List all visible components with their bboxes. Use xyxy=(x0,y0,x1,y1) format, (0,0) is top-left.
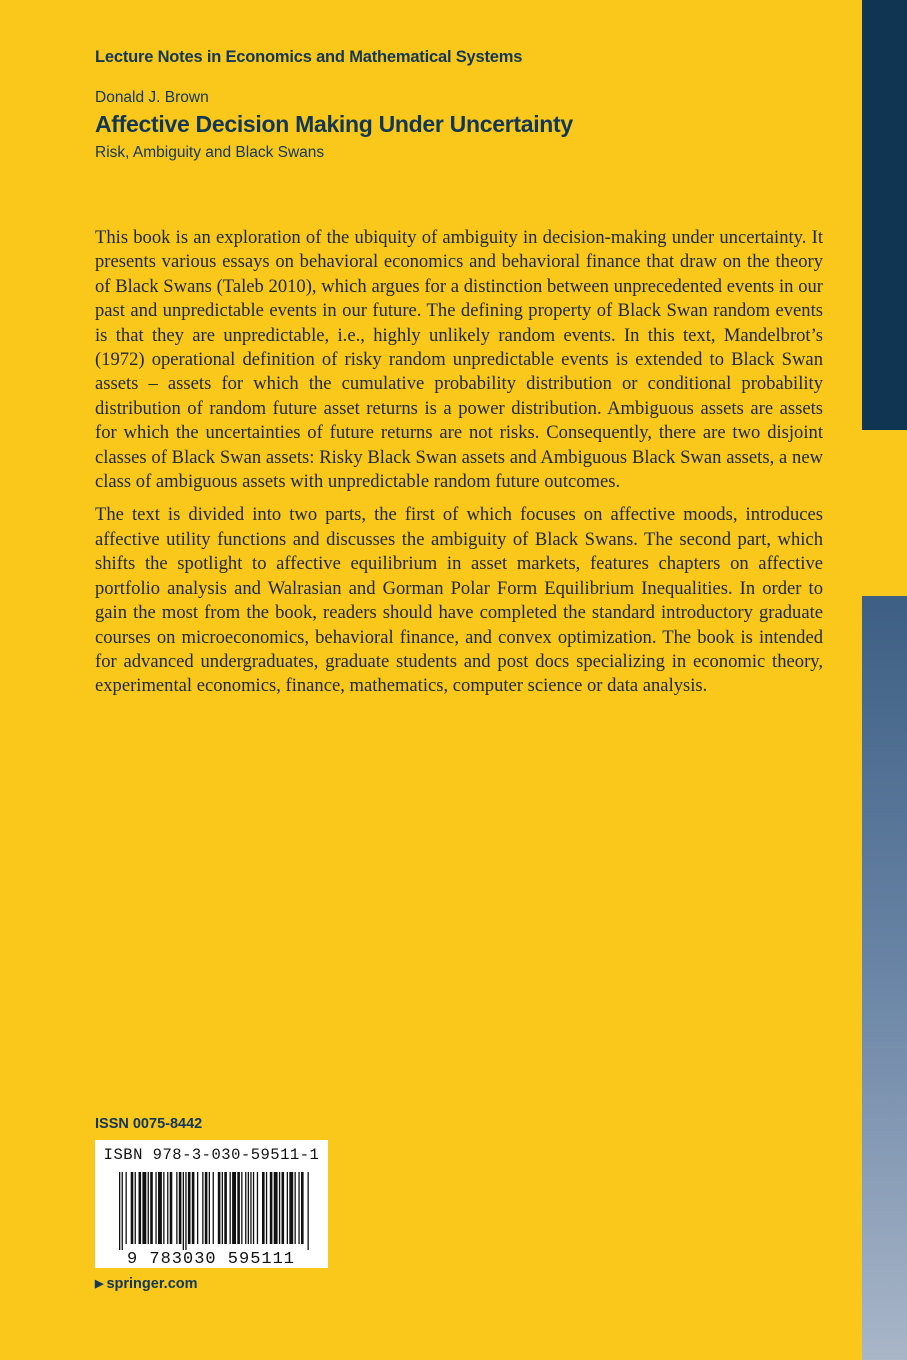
barcode-icon xyxy=(95,1140,328,1268)
barcode-bar xyxy=(176,1172,177,1244)
barcode-bar xyxy=(167,1172,168,1244)
barcode-bar xyxy=(270,1172,273,1244)
barcode-bar xyxy=(262,1172,265,1244)
barcode-bar xyxy=(183,1172,184,1250)
book-title: Affective Decision Making Under Uncertainty xyxy=(95,111,573,137)
barcode-bar xyxy=(218,1172,221,1244)
barcode-bar xyxy=(241,1172,242,1244)
barcode-bar xyxy=(248,1172,249,1244)
barcode-bar xyxy=(301,1172,304,1244)
website-text: springer.com xyxy=(106,1276,198,1292)
barcode-bar xyxy=(245,1172,246,1244)
barcode-bar xyxy=(122,1172,123,1250)
barcode-bar xyxy=(135,1172,136,1244)
barcode-bar xyxy=(282,1172,285,1244)
cover-header xyxy=(95,48,835,162)
blurb-text xyxy=(95,226,823,708)
barcode-bar xyxy=(188,1172,191,1244)
barcode-bar xyxy=(224,1172,227,1244)
website-link[interactable] xyxy=(95,1276,198,1292)
barcode-bar xyxy=(148,1172,149,1244)
barcode-digits: 9 783030 595111 xyxy=(126,1250,296,1268)
barcode-bar xyxy=(209,1172,210,1244)
barcode-bar xyxy=(202,1172,203,1244)
barcode-bar xyxy=(170,1172,173,1244)
barcode-bar xyxy=(192,1172,195,1244)
barcode-bar xyxy=(232,1172,236,1244)
barcode-bar xyxy=(155,1172,156,1244)
spine-band-bottom xyxy=(862,596,907,1360)
barcode-bar xyxy=(142,1172,146,1244)
barcode-bar xyxy=(287,1172,288,1244)
barcode-bar xyxy=(197,1172,198,1244)
barcode-bar xyxy=(274,1172,278,1244)
barcode-bar xyxy=(295,1172,296,1244)
barcode-bar xyxy=(205,1172,208,1244)
barcode-bar xyxy=(131,1172,134,1244)
barcode-bar xyxy=(126,1172,127,1244)
barcode-bar xyxy=(257,1172,258,1244)
barcode-bar xyxy=(158,1172,162,1244)
isbn-label: ISBN 978-3-030-59511-1 xyxy=(103,1146,320,1164)
blurb-paragraph-1: This book is an exploration of the ubiquity of ambiguity in decision-making under uncertainty. It presents various essays on behavioral economics and behavioral finance that draw on the theory of Black Swans (Taleb 2010), which argues for a distinction between unprecedented events in our past and unpredictable events in our future. The defining property of Black Swan random events is that they are unpredictable, i.e., highly unlikely random events. In this text, Mandelbrot’s (1972) operational definition of risky random unpredictable events is extended to Black Swan assets – assets for which the cumulative probability distribution or conditional probability distribution of random future asset returns is a power distribution. Ambiguous assets are assets for which the uncertainties of future returns are not risks. Consequently, there are two disjoint classes of Black Swan assets: Risky Black Swan assets and Ambiguous Black Swan assets, a new class of ambiguous assets with unpredictable random future outcomes. xyxy=(95,227,823,493)
barcode-bar xyxy=(150,1172,153,1244)
barcode-bar xyxy=(163,1172,164,1244)
barcode-bar xyxy=(253,1172,254,1244)
barcode-bar xyxy=(222,1172,223,1244)
barcode-bar xyxy=(119,1172,120,1250)
barcode-bar xyxy=(139,1172,142,1244)
issn-label: ISSN 0075-8442 xyxy=(95,1116,203,1132)
series-title: Lecture Notes in Economics and Mathematical Systems xyxy=(95,48,523,66)
barcode-bar xyxy=(179,1172,182,1244)
barcode-bar xyxy=(266,1172,267,1244)
barcode-bar xyxy=(308,1172,309,1250)
barcode-bar xyxy=(289,1172,293,1244)
triangle-right-icon: ▶ xyxy=(95,1278,104,1290)
isbn-barcode xyxy=(95,1140,328,1268)
barcode-bar xyxy=(185,1172,186,1250)
spine-band-top xyxy=(862,0,907,430)
barcode-bar xyxy=(279,1172,280,1244)
barcode-bar xyxy=(237,1172,240,1244)
barcode-bar xyxy=(250,1172,251,1244)
barcode-bar xyxy=(298,1172,299,1244)
barcode-bar xyxy=(230,1172,231,1244)
author-name: Donald J. Brown xyxy=(95,89,209,106)
blurb-paragraph-2: The text is divided into two parts, the first of which focuses on affective moods, introduces affective utility functions and discusses the ambiguity of Black Swans. The second part, which shifts the spotlight to affective equilibrium in asset markets, features chapters on affective portfolio analysis and Walrasian and Gorman Polar Form Equilibrium Inequalities. In order to gain the most from the book, readers should have completed the standard introductory graduate courses on microeconomics, behavioral finance, and convex optimization. The book is intended for advanced undergraduates, graduate students and post docs specializing in economic theory, experimental economics, finance, mathematics, computer science or data analysis. xyxy=(95,504,823,697)
barcode-bar xyxy=(213,1172,214,1244)
book-subtitle: Risk, Ambiguity and Black Swans xyxy=(95,144,325,161)
